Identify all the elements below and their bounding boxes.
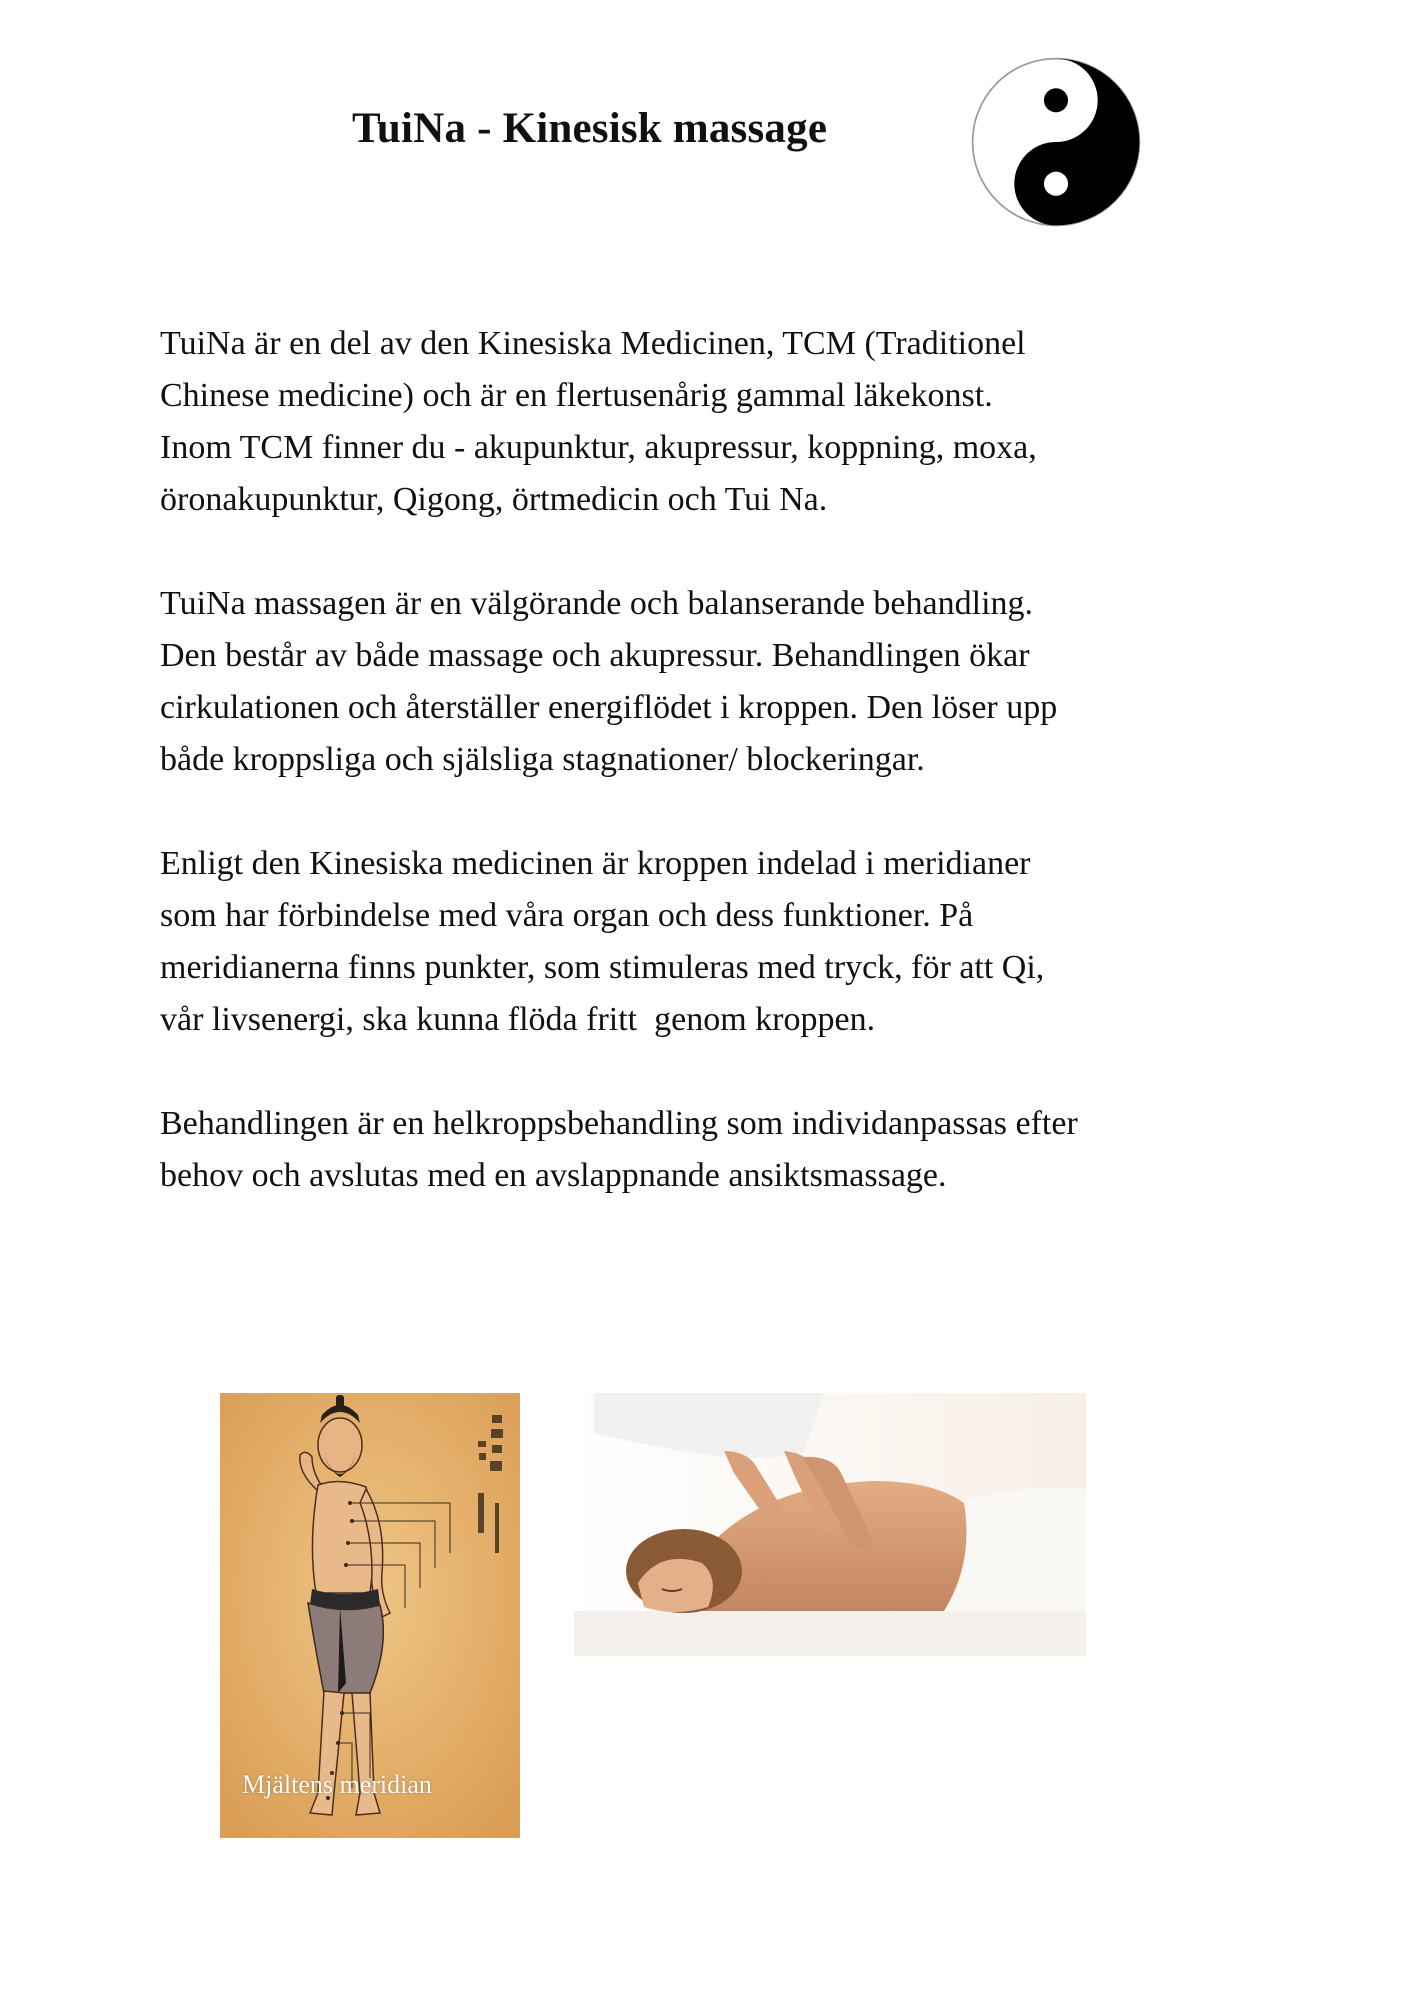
text-line: Enligt den Kinesiska medicinen är kroppen indelad i meridianer bbox=[160, 845, 1031, 882]
text-line: öronakupunktur, Qigong, örtmedicin och Tui Na. bbox=[160, 481, 828, 518]
paragraph-intro bbox=[160, 318, 1300, 526]
paragraph-massage bbox=[160, 578, 1300, 786]
text-line: cirkulationen och återställer energiflödet i kroppen. Den löser upp bbox=[160, 689, 1058, 726]
text-line: TuiNa massagen är en välgörande och balanserande behandling. bbox=[160, 585, 1034, 622]
text-line: Chinese medicine) och är en flertusenårig gammal läkekonst. bbox=[160, 377, 993, 414]
text-line: behov och avslutas med en avslappnande ansiktsmassage. bbox=[160, 1157, 947, 1194]
text-line: meridianerna finns punkter, som stimuleras med tryck, för att Qi, bbox=[160, 949, 1045, 986]
meridian-caption: Mjältens meridian bbox=[242, 1770, 432, 1799]
massage-illustration bbox=[574, 1393, 1086, 1656]
yin-yang-icon bbox=[970, 56, 1142, 228]
paragraph-meridians bbox=[160, 838, 1300, 1046]
massage-photo bbox=[574, 1393, 1086, 1656]
body-text bbox=[160, 318, 1300, 1254]
text-line: som har förbindelse med våra organ och dess funktioner. På bbox=[160, 897, 974, 934]
text-line: Behandlingen är en helkroppsbehandling som individanpassas efter bbox=[160, 1105, 1078, 1142]
page-title: TuiNa - Kinesisk massage bbox=[352, 105, 828, 152]
text-line: vår livsenergi, ska kunna flöda fritt genom kroppen. bbox=[160, 1001, 876, 1038]
paragraph-treatment bbox=[160, 1098, 1300, 1202]
text-line: TuiNa är en del av den Kinesiska Medicinen, TCM (Traditionel bbox=[160, 325, 1026, 362]
meridian-chart-image bbox=[220, 1393, 520, 1838]
text-line: Inom TCM finner du - akupunktur, akupressur, koppning, moxa, bbox=[160, 429, 1037, 466]
text-line: både kroppsliga och själsliga stagnationer/ blockeringar. bbox=[160, 741, 925, 778]
text-line: Den består av både massage och akupressur. Behandlingen ökar bbox=[160, 637, 1030, 674]
